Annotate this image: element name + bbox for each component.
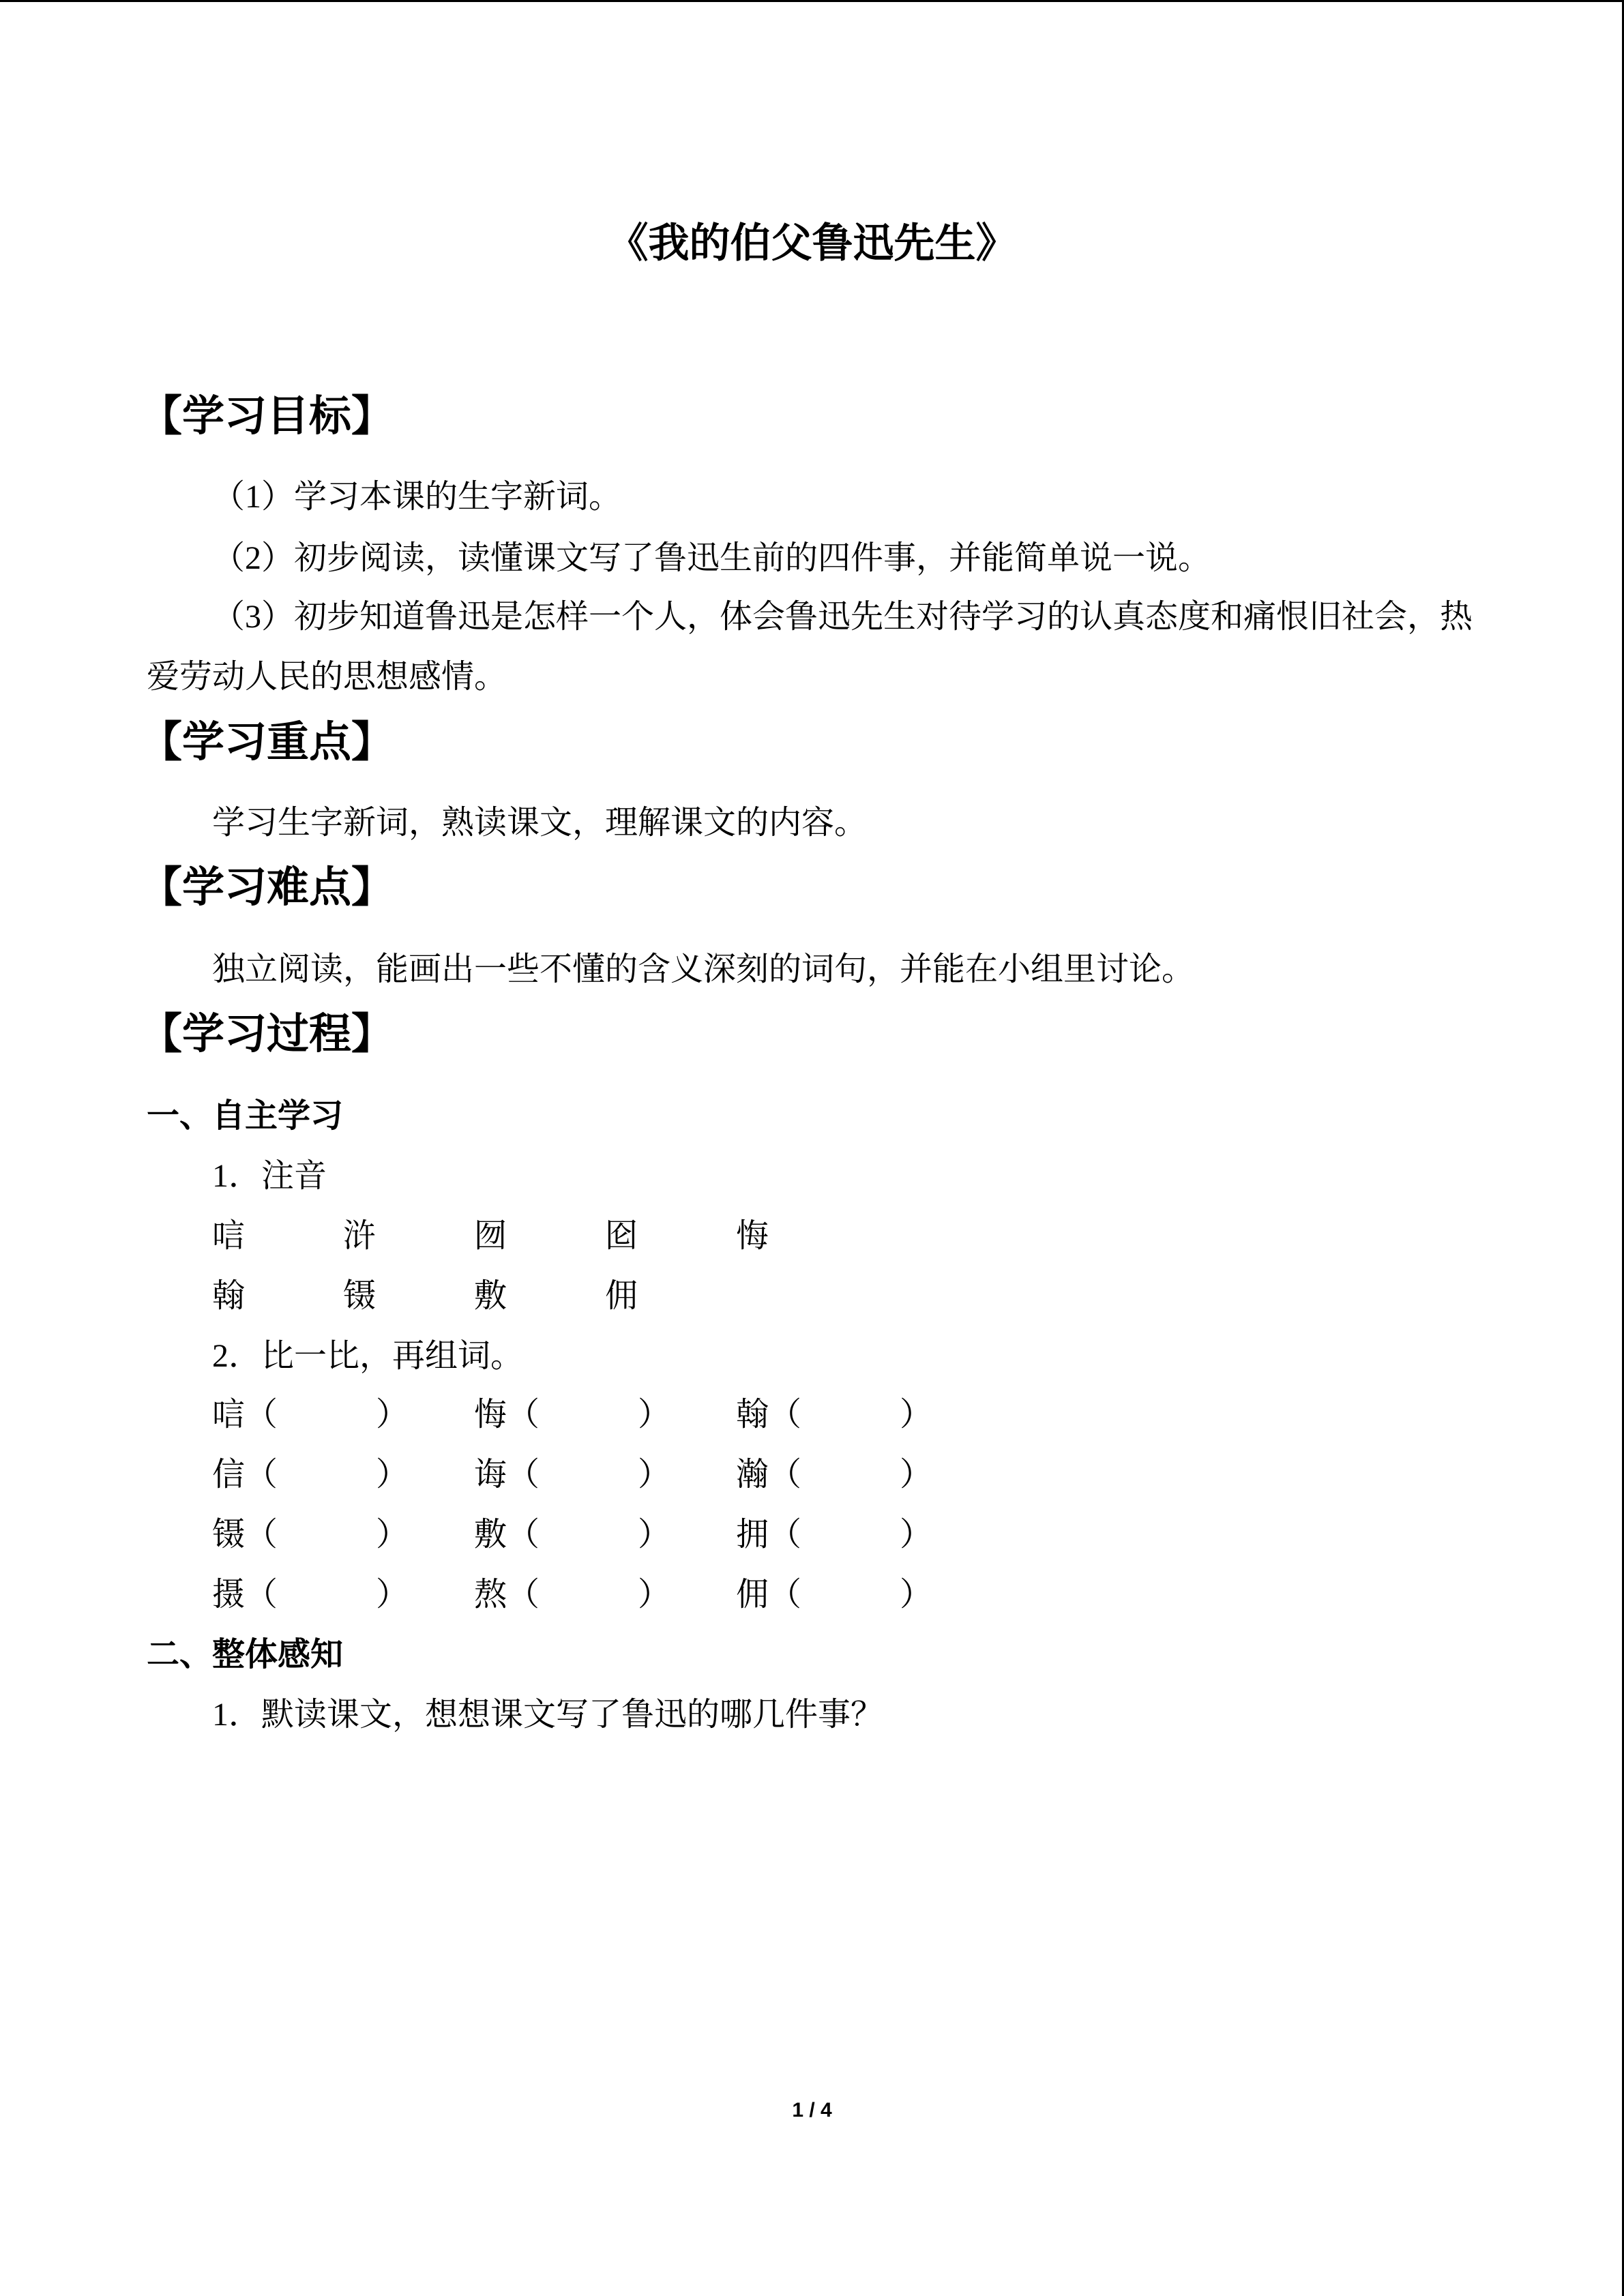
- key-points-text: 学习生字新词，熟读课文，理解课文的内容。: [212, 805, 868, 841]
- pinyin-char: 镊: [343, 1278, 377, 1314]
- compare-row: [212, 1565, 998, 1625]
- pinyin-char: 翰: [212, 1278, 246, 1314]
- section-heading-difficulties: 【学习难点】: [140, 864, 394, 911]
- compare-cell: 熬（ ）: [474, 1577, 671, 1613]
- section-heading-key-points: 【学习重点】: [140, 719, 394, 766]
- compare-cell: 敷（ ）: [474, 1517, 671, 1553]
- pinyin-char: 悔: [736, 1218, 769, 1254]
- task-label-pinyin: 1．注音: [212, 1158, 327, 1194]
- page-number: 1 / 4: [792, 2099, 832, 2121]
- pinyin-row: [212, 1206, 867, 1266]
- compare-cell: 信（ ）: [212, 1457, 409, 1493]
- compare-cell: 镊（ ）: [212, 1517, 409, 1553]
- section-heading-objectives: 【学习目标】: [140, 393, 394, 440]
- pinyin-char: 唁: [212, 1218, 246, 1254]
- subsection-heading-overview: 二、整体感知: [147, 1637, 344, 1673]
- compare-cell: 佣（ ）: [736, 1577, 933, 1613]
- pinyin-char: 敷: [474, 1278, 507, 1314]
- objective-item: （2）初步阅读，读懂课文写了鲁迅生前的四件事，并能简单说一说。: [212, 540, 1211, 576]
- compare-cell: 瀚（ ）: [736, 1457, 933, 1493]
- document-title: 《我的伯父鲁迅先生》: [607, 220, 1017, 266]
- pinyin-char: 囵: [605, 1218, 638, 1254]
- task-label-silent-reading: 1．默读课文，想想课文写了鲁迅的哪几件事？: [212, 1697, 884, 1733]
- pinyin-row: [212, 1266, 736, 1326]
- pinyin-char: 囫: [474, 1218, 507, 1254]
- compare-cell: 诲（ ）: [474, 1457, 671, 1493]
- task-label-compare: 2．比一比，再组词。: [212, 1338, 524, 1374]
- difficulties-text: 独立阅读，能画出一些不懂的含义深刻的词句，并能在小组里讨论。: [212, 951, 1195, 987]
- compare-cell: 摄（ ）: [212, 1577, 409, 1613]
- compare-row: [212, 1505, 998, 1565]
- compare-cell: 拥（ ）: [736, 1517, 933, 1553]
- objective-item: （1）学习本课的生字新词。: [212, 479, 622, 515]
- compare-row: [212, 1445, 998, 1505]
- compare-cell: 悔（ ）: [474, 1397, 671, 1433]
- compare-cell: 翰（ ）: [736, 1397, 933, 1433]
- compare-row: [212, 1385, 998, 1445]
- objective-item: （3）初步知道鲁迅是怎样一个人，体会鲁迅先生对待学习的认真态度和痛恨旧社会，热爱劳动人民的思想感情。: [147, 599, 1473, 695]
- section-heading-process: 【学习过程】: [140, 1011, 394, 1058]
- compare-cell: 唁（ ）: [212, 1397, 409, 1433]
- pinyin-char: 佣: [605, 1278, 638, 1314]
- pinyin-char: 浒: [343, 1218, 377, 1254]
- subsection-heading-self-study: 一、自主学习: [147, 1098, 344, 1134]
